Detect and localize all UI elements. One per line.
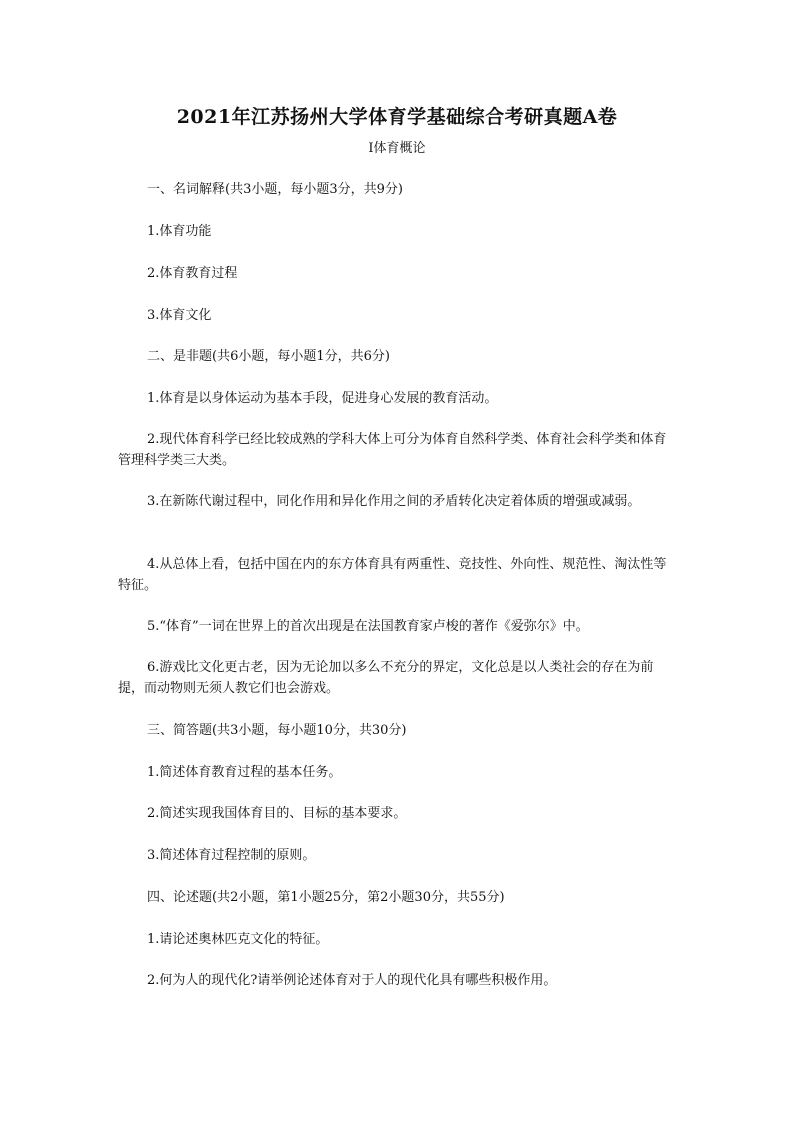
question-item: 6.游戏比文化更古老，因为无论加以多么不充分的界定，文化总是以人类社会的存在为前提，而动物则无须人教它们也会游戏。 — [118, 660, 654, 696]
question-item: 1.请论述奥林匹克文化的特征。 — [147, 932, 329, 947]
section-heading-2: 二、是非题(共6小题，每小题1分，共6分) — [147, 349, 390, 364]
section-heading-3: 三、简答题(共3小题，每小题10分，共30分) — [147, 723, 407, 738]
question-item: 1.简述体育教育过程的基本任务。 — [147, 765, 342, 780]
question-item: 2.简述实现我国体育目的、目标的基本要求。 — [147, 806, 407, 821]
question-item: 3.体育文化 — [147, 308, 212, 323]
question-item: 1.体育功能 — [147, 224, 212, 239]
question-item: 3.在新陈代谢过程中，同化作用和异化作用之间的矛盾转化决定着体质的增强或减弱。 — [147, 494, 641, 509]
question-item: 2.何为人的现代化?请举例论述体育对于人的现代化具有哪些积极作用。 — [147, 973, 557, 988]
question-item: 4.从总体上看，包括中国在内的东方体育具有两重性、竞技性、外向性、规范性、淘汰性等特征。 — [118, 557, 667, 593]
question-item: 2.现代体育科学已经比较成熟的学科大体上可分为体育自然科学类、体育社会科学类和体育管理科学类三大类。 — [118, 432, 667, 468]
question-item: 3.简述体育过程控制的原则。 — [147, 848, 316, 863]
question-item: 1.体育是以身体运动为基本手段，促进身心发展的教育活动。 — [147, 391, 498, 406]
section-heading-1: 一、名词解释(共3小题，每小题3分，共9分) — [147, 182, 403, 197]
page-title: 2021年江苏扬州大学体育学基础综合考研真题A卷 — [176, 106, 618, 128]
section-heading-4: 四、论述题(共2小题，第1小题25分，第2小题30分，共55分) — [147, 890, 505, 905]
page-subtitle: I体育概论 — [368, 141, 426, 156]
question-item: 5.“体育”一词在世界上的首次出现是在法国教育家卢梭的著作《爱弥尔》中。 — [147, 619, 589, 634]
question-item: 2.体育教育过程 — [147, 266, 238, 281]
